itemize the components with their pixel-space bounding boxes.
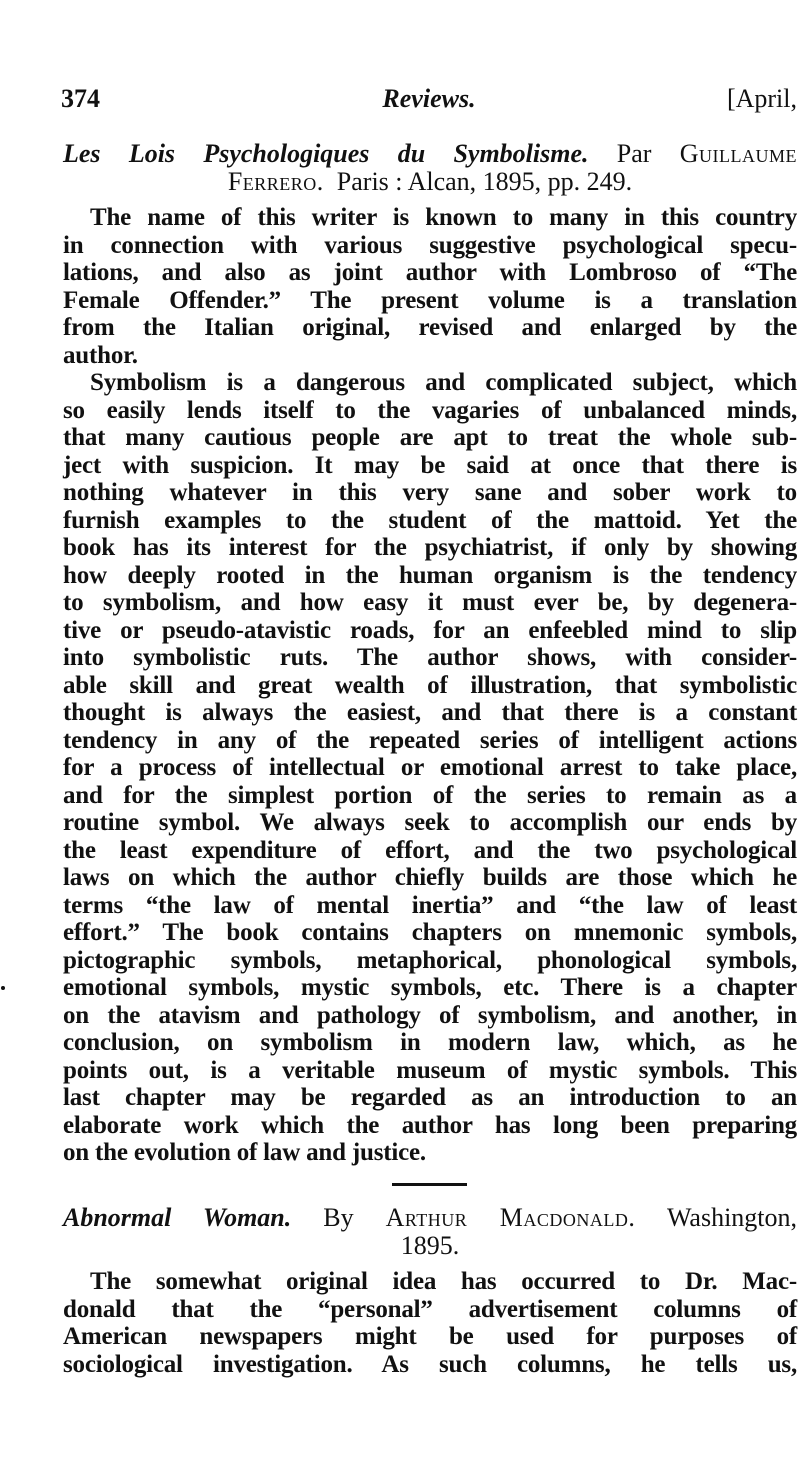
text-line: book has its interest for the psychiatrist, if only by showing bbox=[63, 534, 797, 561]
text-line: sociological investigation. As such columns, he tells us, bbox=[63, 1350, 797, 1378]
text-line: routine symbol. We always seek to accomplish our ends by bbox=[63, 809, 797, 836]
review2-heading-line-1 bbox=[63, 1204, 797, 1232]
review2-paragraph-1 bbox=[63, 1268, 797, 1378]
review1-imprint: Paris : Alcan, 1895, pp. 249. bbox=[336, 166, 633, 196]
review1-paragraph-1 bbox=[63, 204, 797, 369]
text-line: in connection with various suggestive psychological specu- bbox=[63, 231, 797, 259]
text-line: able skill and great wealth of illustration, that symbolistic bbox=[63, 671, 797, 699]
issue-month: [April, bbox=[726, 84, 797, 113]
text-line: conclusion, on symbolism in modern law, which, as he bbox=[63, 1029, 797, 1056]
text-line: on the atavism and pathology of symbolism, and another, in bbox=[63, 1001, 797, 1029]
margin-dot bbox=[1, 986, 5, 990]
text-line: so easily lends itself to the vagaries of unbalanced minds, bbox=[63, 396, 797, 424]
review1-paragraph-2 bbox=[63, 369, 797, 1167]
review2-place: Washington, bbox=[666, 1203, 798, 1232]
text-line: ject with suspicion. It may be said at once that there is bbox=[63, 451, 797, 479]
review1-author-last: Ferrero. bbox=[227, 166, 324, 196]
review1-heading-line-2 bbox=[63, 168, 797, 196]
text-line: nothing whatever in this very sane and sober work to bbox=[63, 479, 797, 506]
text-line: tendency in any of the repeated series of intelligent actions bbox=[63, 726, 797, 754]
text-line: emotional symbols, mystic symbols, etc. There is a chapter bbox=[63, 974, 797, 1001]
review2-byline-prefix: By bbox=[323, 1203, 354, 1232]
text-line: for a process of intellectual or emotional arrest to take place, bbox=[63, 754, 797, 781]
text-line: American newspapers might be used for purposes of bbox=[63, 1323, 797, 1350]
text-line: into symbolistic ruts. The author shows, with consider- bbox=[63, 644, 797, 671]
text-line: on the evolution of law and justice. bbox=[63, 1139, 426, 1166]
text-line: tive or pseudo-atavistic roads, for an enfeebled mind to slip bbox=[63, 616, 797, 644]
text-line: laws on which the author chiefly builds are those which he bbox=[63, 864, 797, 891]
text-line: and for the simplest portion of the series to remain as a bbox=[63, 781, 797, 809]
text-line: points out, is a veritable museum of mystic symbols. This bbox=[63, 1056, 797, 1084]
review1-byline-prefix: Par bbox=[616, 139, 652, 168]
review2-author: Arthur Macdonald. bbox=[385, 1203, 636, 1232]
text-line: how deeply rooted in the human organism is the tendency bbox=[63, 561, 797, 589]
review2-title: Abnormal Woman. bbox=[63, 1203, 292, 1232]
text-line: furnish examples to the student of the mattoid. Yet the bbox=[63, 506, 797, 534]
review1-author-first: Guillaume bbox=[679, 139, 797, 168]
section-separator-rule bbox=[392, 1183, 467, 1186]
review2-byline bbox=[323, 1203, 635, 1232]
text-line: to symbolism, and how easy it must ever be, by degenera- bbox=[63, 589, 797, 616]
running-head bbox=[61, 84, 797, 114]
text-line: the least expenditure of effort, and the two psychological bbox=[63, 836, 797, 864]
review1-heading bbox=[63, 140, 797, 195]
review2-year: 1895. bbox=[400, 1230, 460, 1260]
text-line: elaborate work which the author has long been preparing bbox=[63, 1111, 797, 1139]
text-line: thought is always the easiest, and that there is a constant bbox=[63, 699, 797, 726]
text-line: author. bbox=[63, 341, 138, 369]
review1-title: Les Lois Psychologiques du Symbolisme. bbox=[63, 139, 589, 168]
text-line: The somewhat original idea has occurred to Dr. Mac- bbox=[90, 1268, 797, 1295]
text-line: donald that the “personal” advertisement columns of bbox=[63, 1295, 797, 1323]
text-line: pictographic symbols, metaphorical, phonological symbols, bbox=[63, 946, 797, 974]
text-line: The name of this writer is known to many in this country bbox=[90, 204, 797, 231]
text-line: lations, and also as joint author with Lombroso of “The bbox=[63, 259, 797, 286]
text-line: Female Offender.” The present volume is a translation bbox=[63, 286, 797, 314]
review1-heading-line-1 bbox=[63, 140, 797, 168]
text-line: that many cautious people are apt to treat the whole sub- bbox=[63, 424, 797, 451]
section-title: Reviews. bbox=[382, 84, 476, 113]
text-line: from the Italian original, revised and enlarged by the bbox=[63, 314, 797, 341]
text-line: effort.” The book contains chapters on mnemonic symbols, bbox=[63, 919, 797, 946]
text-line: terms “the law of mental inertia” and “the law of least bbox=[63, 891, 797, 919]
text-line: Symbolism is a dangerous and complicated subject, which bbox=[90, 369, 797, 396]
text-line: last chapter may be regarded as an introduction to an bbox=[63, 1084, 797, 1111]
page-number: 374 bbox=[61, 84, 100, 113]
review2-heading bbox=[63, 1204, 797, 1259]
